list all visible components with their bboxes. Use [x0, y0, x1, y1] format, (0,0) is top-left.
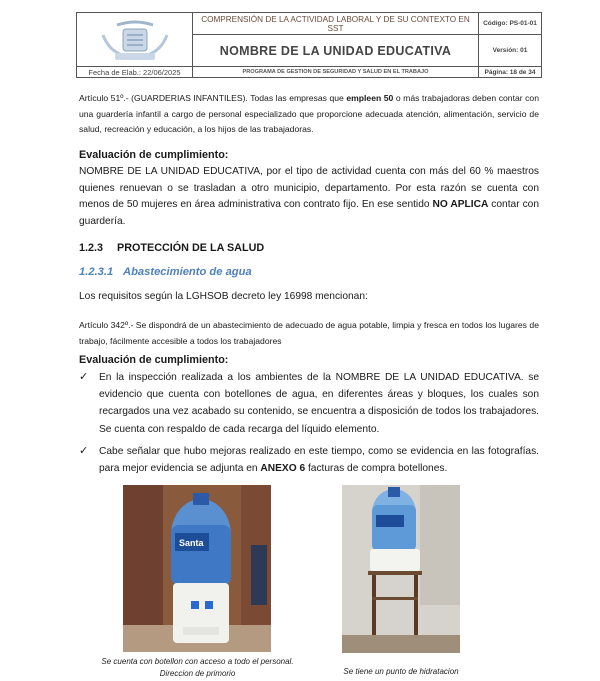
section-heading: 1.2.3 PROTECCIÓN DE LA SALUD — [79, 242, 265, 254]
photo-caption-1: Se cuenta con botellon con acceso a todo el personal. Direccion de primorio — [101, 657, 294, 678]
requisitos-paragraph: Los requisitos según la LGHSOB decreto ley 16998 mencionan: — [79, 291, 368, 302]
evaluation-heading: Evaluación de cumplimiento: — [79, 149, 229, 161]
document-version: Versión: 01 — [479, 35, 541, 67]
document-code: Código: PS-01-01 — [479, 13, 541, 35]
article-51-paragraph: Artículo 51º.- (GUARDERIAS INFANTILES). Todas las empresas que empleen 50 o más trabajadoras deben contar con una guardería infantil a cargo de personal especializado que proporcione adecuada atención, alimentación, servicio de salud, recreación y educación, a los hijos de las trabajadoras. — [79, 93, 539, 134]
header-title-top: COMPRENSIÓN DE LA ACTIVIDAD LABORAL Y DE SU CONTEXTO EN SST — [193, 13, 479, 35]
check-icon: ✓ — [79, 371, 89, 383]
bullet-item-1 — [79, 369, 539, 439]
page-number: Página: 18 de 34 — [484, 69, 536, 76]
subsection-heading: 1.2.3.1 Abastecimiento de agua — [79, 266, 252, 278]
logo-cell — [77, 13, 193, 67]
evaluation-heading-2: Evaluación de cumplimiento: — [79, 354, 229, 366]
photo-water-dispenser-1 — [123, 485, 271, 652]
bullet-item-2 — [79, 443, 539, 479]
check-icon: ✓ — [79, 445, 89, 457]
document-header — [76, 12, 542, 78]
header-title-main: NOMBRE DE LA UNIDAD EDUCATIVA — [193, 35, 479, 67]
evaluation-paragraph: NOMBRE DE LA UNIDAD EDUCATIVA, por el tipo de actividad cuenta con más del 60 % maestros quienes renuevan o se trasladan a otro municipio, departamento. Por esta razón se cuenta con menos de 50 mujeres en área administrativa con contrato fijo. En ese sentido NO APLICA contar con guardería. — [79, 166, 539, 227]
photo-caption-2: Se tiene un punto de hidratacion — [343, 667, 459, 676]
elaboration-date: Fecha de Elab.: 22/06/2025 — [77, 67, 193, 78]
bullet-text-2: Cabe señalar que hubo mejoras realizado en este tiempo, como se evidencia en las fotografías. para mejor evidencia se adjunta en ANEXO 6 facturas de compra botellones. — [99, 446, 539, 475]
photo-water-dispenser-2 — [342, 485, 460, 653]
bottle-brand: Santa — [179, 538, 204, 548]
bullet-text-1: En la inspección realizada a los ambientes de la NOMBRE DE LA UNIDAD EDUCATIVA. se evidencio que cuenta con botellones de agua, en diferentes áreas y bloques, los cuales son recargados una vez acabado su contenido, se encuentra a disposición de todos los trabajadores. Se cuenta con respaldo de cada recarga del líquido elemento. — [99, 372, 539, 435]
school-logo — [89, 17, 181, 63]
article-342-paragraph: Artículo 342º.- Se dispondrá de un abastecimiento de adecuado de agua potable, limpia y fresca en todos los lugares de trabajo, fácilmente accesible a todos los trabajadores — [79, 320, 539, 346]
program-name: PROGRAMA DE GESTION DE SEGURIDAD Y SALUD EN EL TRABAJO — [193, 67, 479, 78]
